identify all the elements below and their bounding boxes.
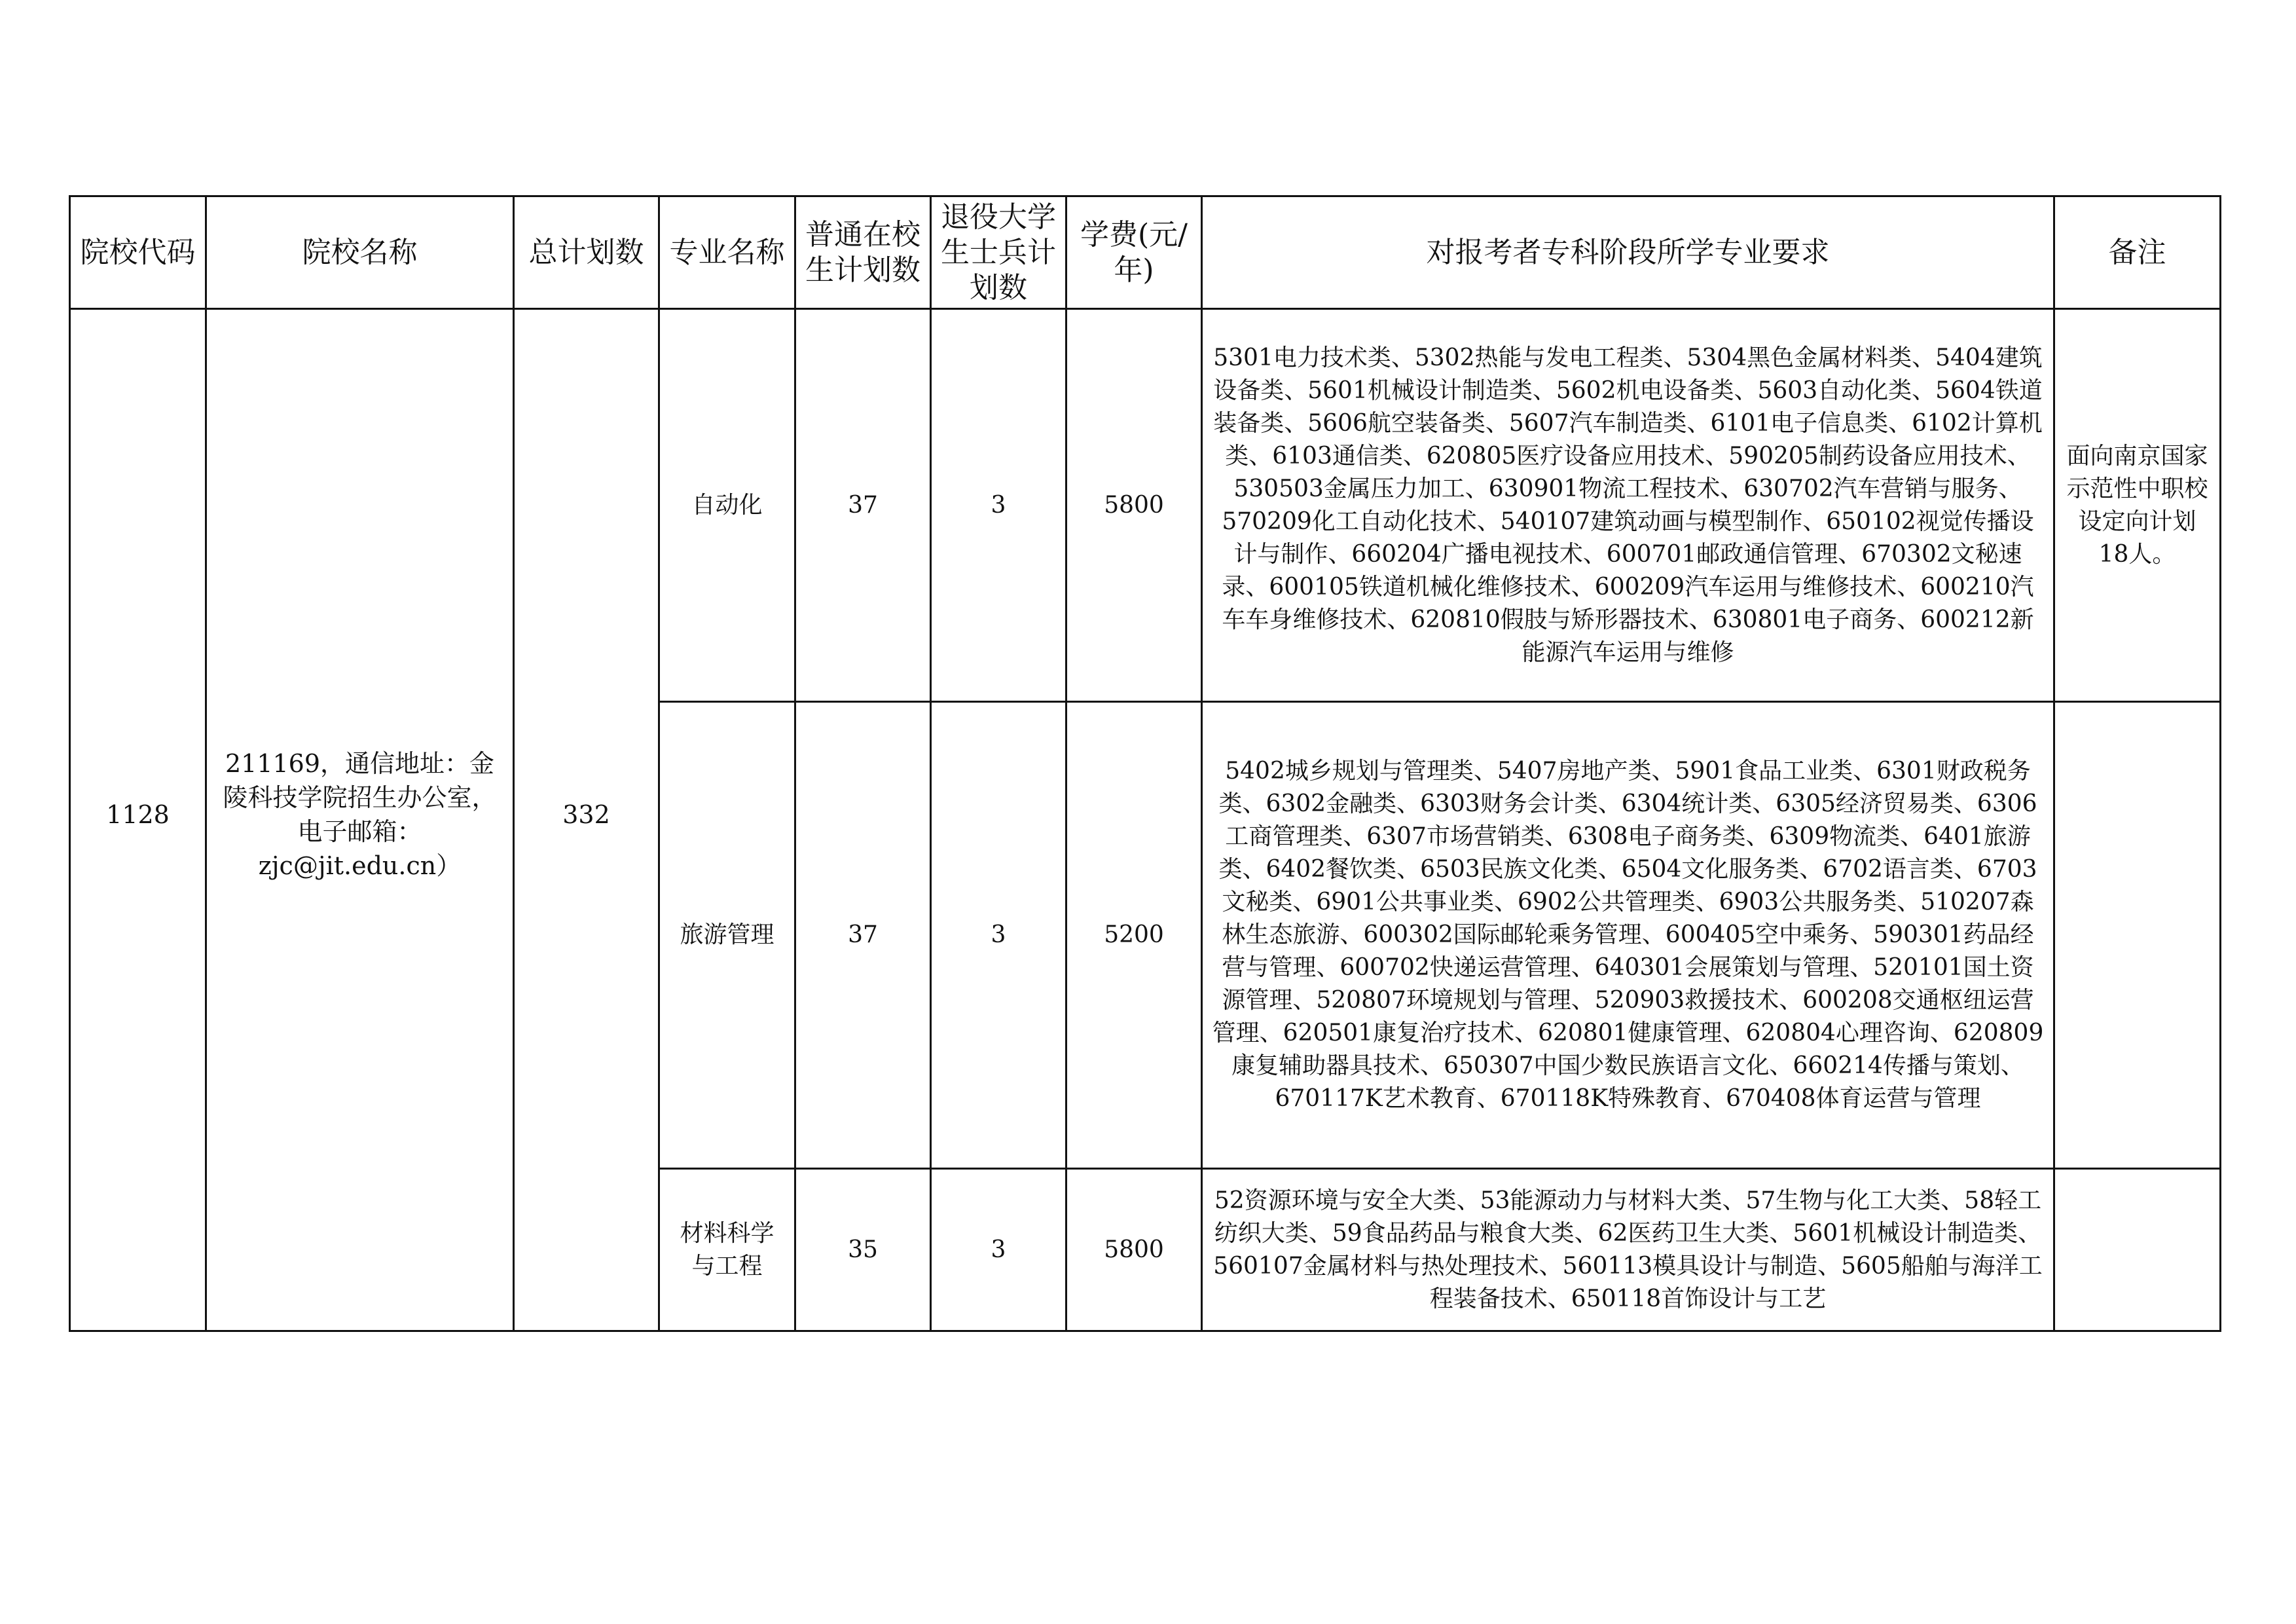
remark: 面向南京国家示范性中职校设定向计划18人。: [2054, 309, 2221, 702]
major-requirement: 52资源环境与安全大类、53能源动力与材料大类、57生物与化工大类、58轻工纺织大类、59食品药品与粮食大类、62医药卫生大类、5601机械设计制造类、560107金属材料与热处理技术、560113模具设计与制造、5605船舶与海洋工程装备技术、650118首饰设计与工艺: [1202, 1169, 2054, 1331]
regular-plan: 37: [795, 702, 931, 1169]
header-total-plan: 总计划数: [514, 196, 659, 309]
header-school-name: 院校名称: [206, 196, 514, 309]
total-plan-cell: [514, 309, 659, 1331]
header-remark: 备注: [2054, 196, 2221, 309]
veteran-plan: 3: [931, 1169, 1066, 1331]
header-major-name: 专业名称: [659, 196, 795, 309]
header-veteran-plan: 退役大学生士兵计划数: [931, 196, 1066, 309]
regular-plan: 35: [795, 1169, 931, 1331]
header-row: [70, 196, 2221, 309]
school-code-cell: [70, 309, 206, 1331]
veteran-plan: 3: [931, 702, 1066, 1169]
school-name-fragment: 211169，通信地址：金陵科技学院招生办公室，电子邮箱：zjc@jit.edu.cn）: [223, 749, 497, 880]
major-name: 材料科学与工程: [659, 1169, 795, 1331]
veteran-plan: 3: [931, 309, 1066, 702]
major-name: 自动化: [659, 309, 795, 702]
remark: [2054, 702, 2221, 1169]
tuition: 5800: [1066, 1169, 1202, 1331]
school-code: 1128: [106, 800, 170, 829]
tuition: 5800: [1066, 309, 1202, 702]
header-school-code: 院校代码: [70, 196, 206, 309]
header-tuition: 学费(元/年): [1066, 196, 1202, 309]
total-plan: 332: [562, 800, 610, 829]
remark: [2054, 1169, 2221, 1331]
major-requirement: 5301电力技术类、5302热能与发电工程类、5304黑色金属材料类、5404建筑设备类、5601机械设计制造类、5602机电设备类、5603自动化类、5604铁道装备类、5606航空装备类、5607汽车制造类、6101电子信息类、6102计算机类、6103通信类、620805医疗设备应用技术、590205制药设备应用技术、530503金属压力加工、630901物流工程技术、630702汽车营销与服务、570209化工自动化技术、540107建筑动画与模型制作、650102视觉传播设计与制作、660204广播电视技术、600701邮政通信管理、670302文秘速录、600105铁道机械化维修技术、600209汽车运用与维修技术、600210汽车车身维修技术、620810假肢与矫形器技术、630801电子商务、600212新能源汽车运用与维修: [1202, 309, 2054, 702]
major-name: 旅游管理: [659, 702, 795, 1169]
regular-plan: 37: [795, 309, 931, 702]
table-row: [70, 309, 2221, 702]
school-name-cell: [206, 309, 514, 1331]
major-requirement: 5402城乡规划与管理类、5407房地产类、5901食品工业类、6301财政税务类、6302金融类、6303财务会计类、6304统计类、6305经济贸易类、6306工商管理类、6307市场营销类、6308电子商务类、6309物流类、6401旅游类、6402餐饮类、6503民族文化类、6504文化服务类、6702语言类、6703文秘类、6901公共事业类、6902公共管理类、6903公共服务类、510207森林生态旅游、600302国际邮轮乘务管理、600405空中乘务、590301药品经营与管理、600702快递运营管理、640301会展策划与管理、520101国土资源管理、520807环境规划与管理、520903救援技术、600208交通枢纽运营管理、620501康复治疗技术、620801健康管理、620804心理咨询、620809康复辅助器具技术、650307中国少数民族语言文化、660214传播与策划、670117K艺术教育、670118K特殊教育、670408体育运营与管理: [1202, 702, 2054, 1169]
tuition: 5200: [1066, 702, 1202, 1169]
header-regular-plan: 普通在校生计划数: [795, 196, 931, 309]
enrollment-plan-table: [69, 195, 2221, 1332]
header-major-requirement: 对报考者专科阶段所学专业要求: [1202, 196, 2054, 309]
